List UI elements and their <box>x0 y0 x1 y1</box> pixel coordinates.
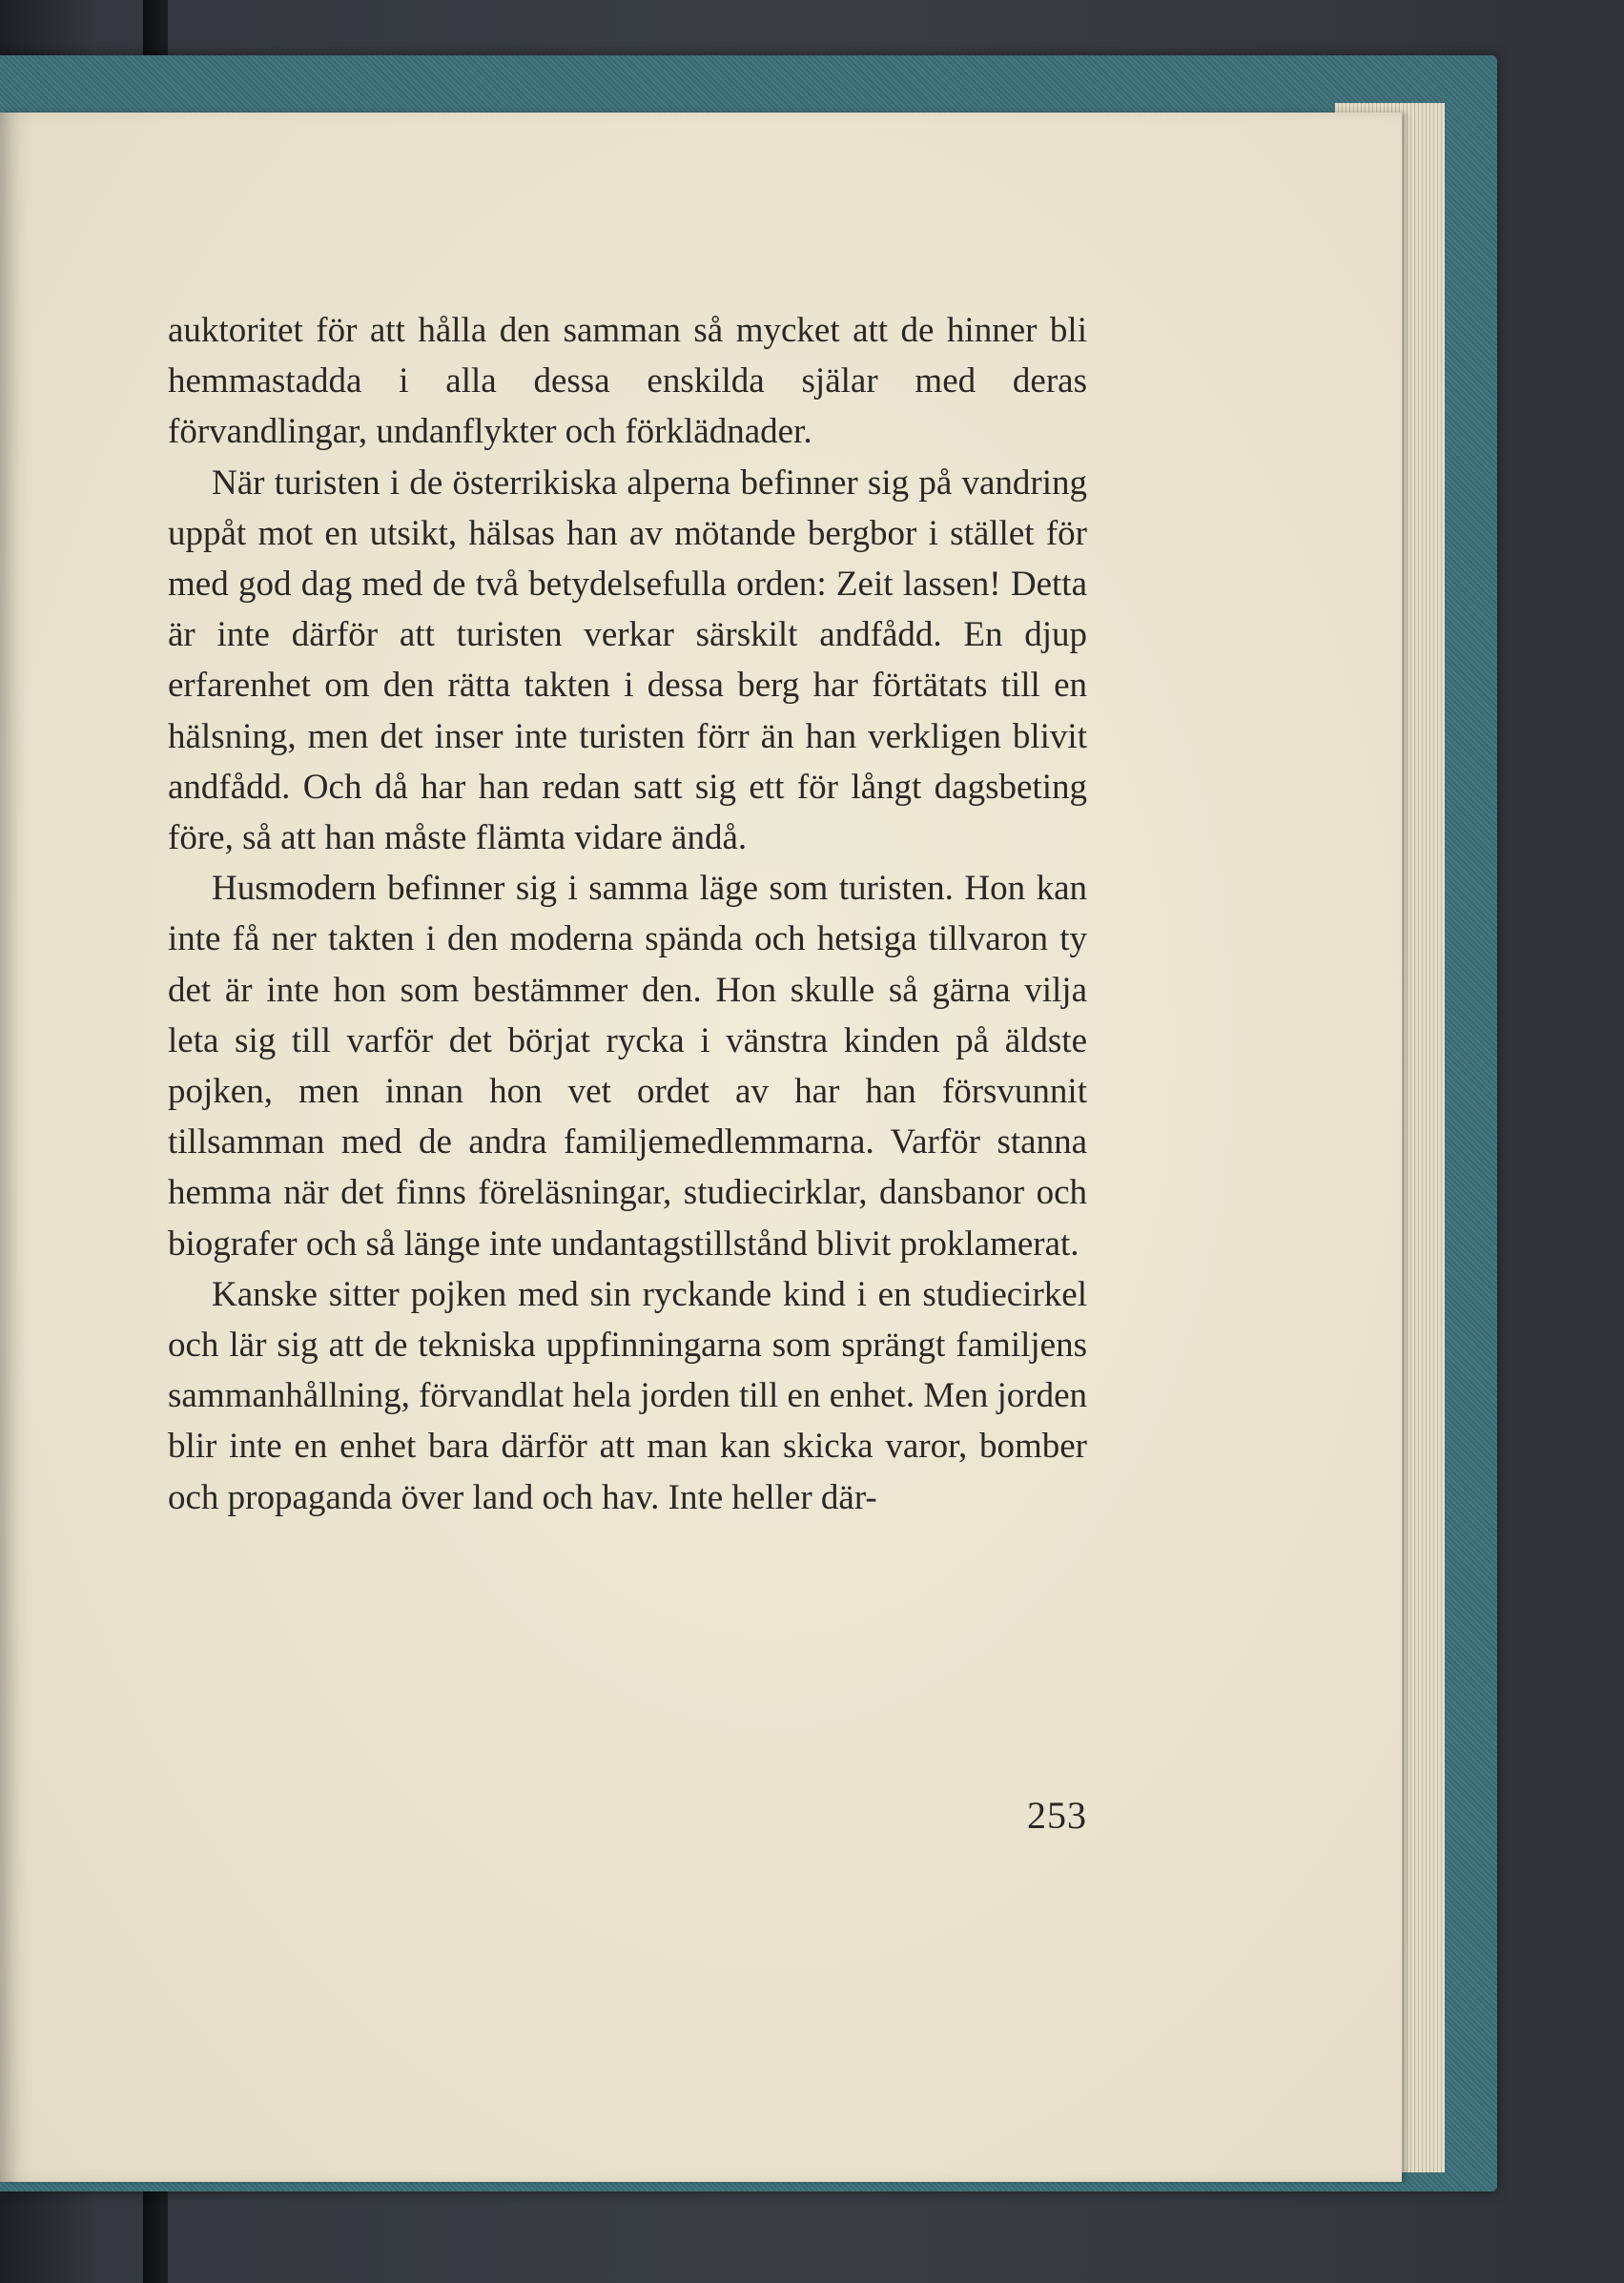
paragraph-2: När turisten i de österrikiska alperna befinner sig på vandring uppåt mot en utsikt, hälsas han av mötande bergbor i stället för med god dag med de två betydelsefulla orden: Zeit lassen! Detta är inte därför att turisten verkar särskilt andfådd. En djup erfarenhet om den rätta takten i dessa berg har förtätats till en hälsning, men det inser inte turisten förr än han verkligen blivit andfådd. Och då har han redan satt sig ett för långt dagsbeting före, så att han måste flämta vidare ändå. <box>168 463 1087 858</box>
body-text <box>168 305 1087 1523</box>
page-number: 253 <box>1027 1794 1087 1837</box>
paragraph-4: Kanske sitter pojken med sin ryckande kind i en studiecirkel och lär sig att de tekniska uppfinningarna som sprängt familjens sammanhållning, förvandlat hela jorden till en enhet. Men jorden blir inte en enhet bara därför att man kan skicka varor, bomber och propaganda över land och hav. Inte heller där- <box>168 1274 1087 1517</box>
paragraph-1: auktoritet för att hålla den samman så mycket att de hinner bli hemmastadda i alla dessa enskilda själar med deras förvandlingar, undanflykter och förklädnader. <box>168 311 1087 452</box>
paragraph-3: Husmodern befinner sig i samma läge som turisten. Hon kan inte få ner takten i den moderna spända och hetsiga tillvaron ty det är inte hon som bestämmer den. Hon skulle så gärna vilja leta sig till varför det börjat rycka i vänstra kinden på äldste pojken, men innan hon vet ordet av har han försvunnit tillsamman med de andra familjemedlemmarna. Varför stanna hemma när det finns föreläsningar, studiecirklar, dansbanor och biografer och så länge inte undantagstillstånd blivit proklamerat. <box>168 869 1087 1264</box>
book-page <box>0 113 1402 2182</box>
